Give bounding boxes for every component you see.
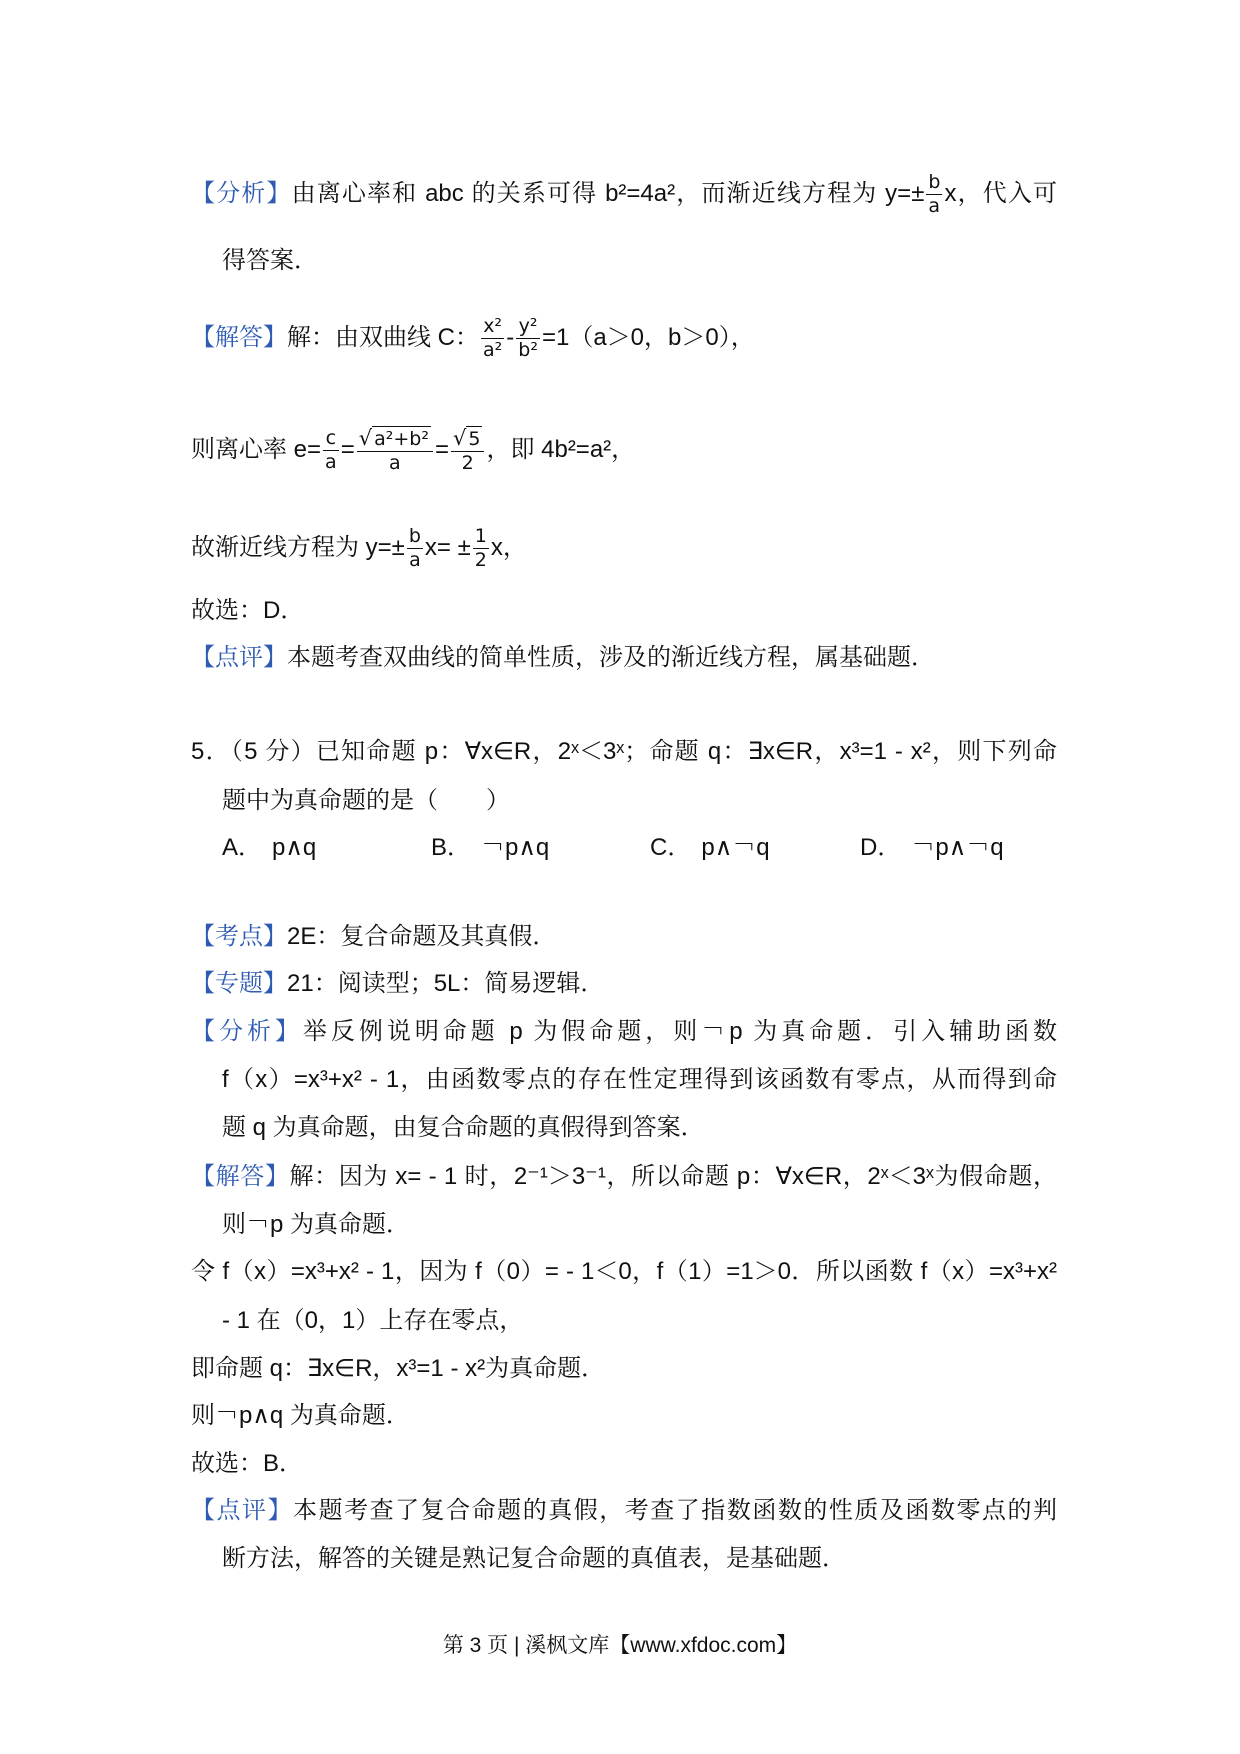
fraction-numerator: b — [928, 171, 941, 194]
p5-topic-line — [191, 964, 604, 1004]
fraction-denominator: a — [389, 451, 401, 474]
solution-text: 解：因为 x= - 1 时，2⁻¹＞3⁻¹，所以命题 p：∀x∈R，2ˣ＜3ˣ为假命题， — [289, 1163, 1057, 1190]
analysis-text: x，代入可 — [944, 180, 1057, 207]
solution-text: x， — [490, 534, 527, 561]
fraction — [407, 525, 423, 572]
fraction-denominator: a — [928, 195, 941, 218]
option-label: B． — [431, 834, 472, 861]
solution-text: x= ± — [424, 534, 471, 561]
p5-comment-line-2: 断方法，解答的关键是熟记复合命题的真值表，是基础题． — [222, 1545, 846, 1572]
solution-text: 则离心率 e= — [191, 436, 322, 463]
p5-analysis-line-3: 题 q 为真命题，由复合命题的真假得到答案． — [222, 1114, 705, 1141]
section-tag-analysis: 【分析】 — [191, 180, 292, 207]
option-label: C． — [650, 834, 692, 861]
p5-solution-line-5: 即命题 q：∃x∈R，x³=1 - x²为真命题． — [191, 1355, 606, 1382]
fraction-denominator: a — [325, 451, 337, 474]
fraction-numerator — [357, 427, 433, 452]
option-label: D． — [860, 834, 902, 861]
radicand: 5 — [468, 427, 481, 450]
equals-sign: = — [340, 436, 355, 463]
comment-text: 本题考查了复合命题的真假，考查了指数函数的性质及函数零点的判 — [293, 1497, 1057, 1524]
option-text: p∧q — [272, 834, 317, 861]
analysis-text: 由离心率和 abc 的关系可得 b²=4a²，而渐近线方程为 y=± — [291, 180, 925, 207]
minus-sign: - — [506, 324, 515, 351]
p4-analysis-line-2: 得答案． — [222, 247, 318, 274]
analysis-text: 举反例说明命题 p 为假命题，则￢p 为真命题．引入辅助函数 — [302, 1018, 1058, 1045]
solution-text: ，即 4b²=a²， — [486, 436, 636, 463]
option-c — [650, 828, 770, 868]
p4-solution-line-1 — [191, 303, 755, 373]
option-d — [860, 828, 1004, 868]
option-text: p∧￢q — [701, 834, 770, 861]
p4-solution-line-3 — [191, 513, 527, 583]
section-tag-solution: 【解答】 — [191, 324, 287, 351]
option-text: ￢p∧￢q — [911, 834, 1004, 861]
fraction-numerator: c — [323, 427, 339, 451]
fraction-numerator: 1 — [474, 525, 487, 548]
fraction-denominator: a² — [483, 339, 503, 362]
page-footer: 第 3 页 | 溪枫文库【www.xfdoc.com】 — [442, 1634, 798, 1657]
p4-analysis-line-1 — [191, 159, 1057, 229]
p4-solution-line-2 — [191, 415, 635, 485]
radical-sign: √ — [358, 425, 373, 450]
radical-sign: √ — [452, 425, 467, 450]
fraction — [357, 427, 433, 475]
p5-answer-line: 故选：B． — [191, 1450, 304, 1477]
topic-text: 21：阅读型；5L：简易逻辑． — [287, 970, 605, 997]
p5-analysis-line-2: f（x）=x³+x² - 1，由函数零点的存在性定理得到该函数有零点，从而得到命 — [222, 1066, 1057, 1093]
fraction-denominator: b² — [518, 339, 538, 362]
section-tag-analysis: 【分析】 — [191, 1018, 303, 1045]
fraction-numerator: x² — [481, 315, 504, 339]
fraction-denominator: 2 — [461, 451, 474, 474]
p5-analysis-line-1 — [191, 1012, 1057, 1052]
p5-comment-line-1 — [191, 1491, 1057, 1531]
fraction — [926, 171, 942, 218]
solution-text: 解：由双曲线 C： — [287, 324, 479, 351]
p5-stem-line-1: 5．（5 分）已知命题 p：∀x∈R，2ˣ＜3ˣ；命题 q：∃x∈R，x³=1 - x²，则下列命 — [191, 738, 1057, 765]
p5-stem-line-2: 题中为真命题的是（ ） — [222, 787, 510, 814]
p5-solution-line-4: - 1 在（0，1）上存在零点， — [222, 1307, 524, 1334]
p5-solution-line-3: 令 f（x）=x³+x² - 1，因为 f（0）= - 1＜0，f（1）=1＞0．所以函数 f（x）=x³+x² — [191, 1258, 1057, 1285]
section-tag-solution: 【解答】 — [191, 1163, 290, 1190]
p5-knowledge-point-line — [191, 917, 556, 957]
equals-sign: = — [434, 436, 449, 463]
p5-solution-line-2: 则￢p 为真命题． — [222, 1211, 411, 1238]
option-b — [431, 828, 549, 868]
section-tag-comment: 【点评】 — [191, 1497, 294, 1524]
fraction-numerator: b — [408, 525, 421, 548]
section-tag-knowledge-point: 【考点】 — [191, 923, 287, 950]
knowledge-point-text: 2E：复合命题及其真假． — [287, 923, 557, 950]
p4-answer-line: 故选：D． — [191, 597, 305, 624]
fraction — [451, 427, 484, 475]
option-text: ￢p∧q — [481, 834, 550, 861]
p5-options — [222, 828, 1022, 868]
solution-text: 故渐近线方程为 y=± — [191, 534, 405, 561]
p5-solution-line-6: 则￢p∧q 为真命题． — [191, 1402, 410, 1429]
fraction — [323, 427, 339, 474]
option-a — [222, 828, 316, 868]
comment-text: 本题考查双曲线的简单性质，涉及的渐近线方程，属基础题． — [287, 644, 935, 671]
solution-text: =1（a＞0，b＞0）， — [541, 324, 755, 351]
fraction — [473, 525, 489, 572]
p5-solution-line-1 — [191, 1157, 1057, 1197]
radicand: a²+b² — [374, 427, 429, 450]
fraction — [481, 315, 504, 362]
fraction-denominator: a — [409, 549, 421, 572]
fraction-numerator: y² — [516, 315, 540, 339]
fraction — [516, 315, 540, 362]
section-tag-comment: 【点评】 — [191, 644, 287, 671]
fraction-denominator: 2 — [474, 549, 487, 572]
option-label: A． — [222, 834, 263, 861]
fraction-numerator — [451, 427, 484, 452]
section-tag-topic: 【专题】 — [191, 970, 287, 997]
p4-comment-line — [191, 638, 935, 678]
